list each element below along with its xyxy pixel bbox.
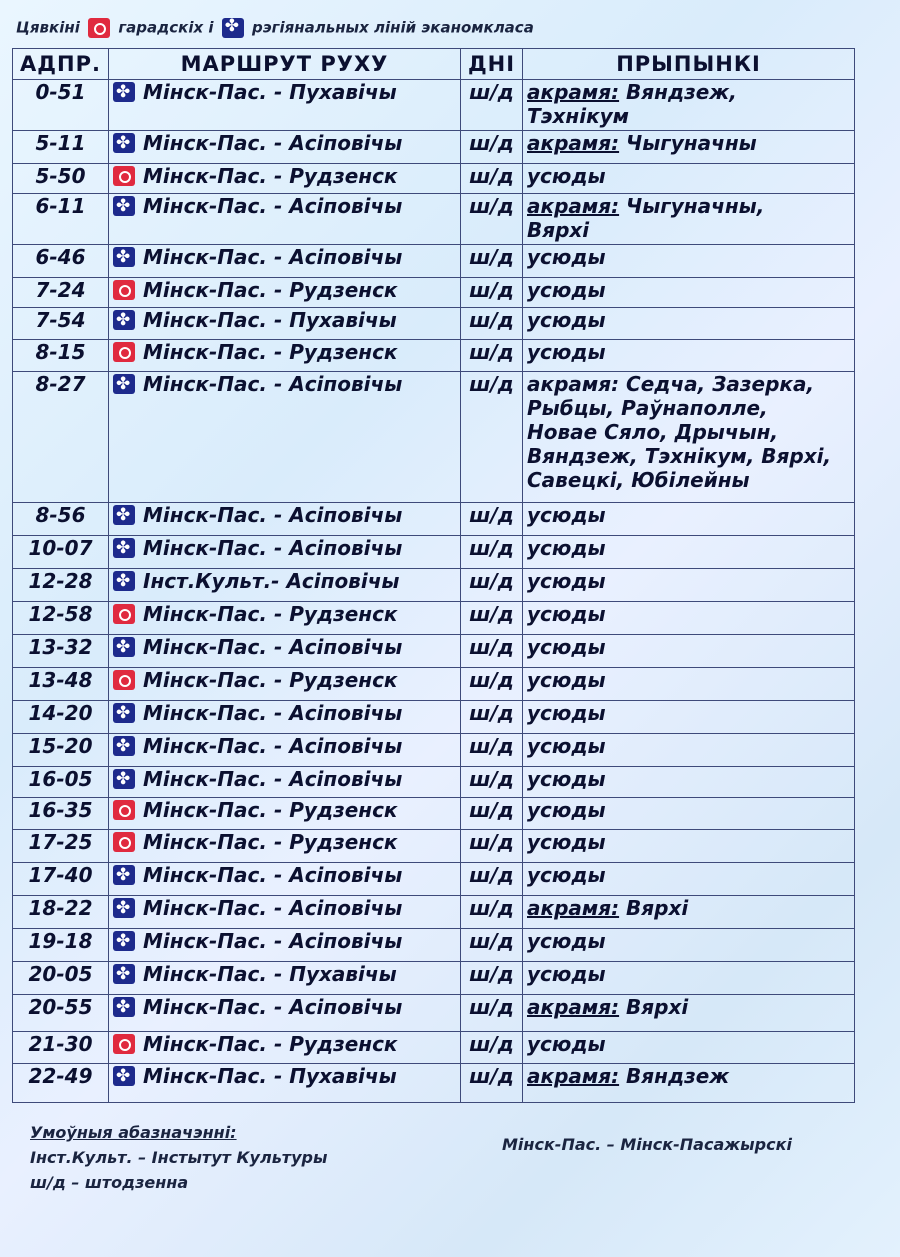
departure-time: 19-18 xyxy=(13,929,109,962)
stops-text: усюды xyxy=(527,245,606,269)
days-cell: ш/д xyxy=(461,536,523,569)
city-line-icon xyxy=(113,832,135,852)
stops-text: усюды xyxy=(527,734,606,758)
days-cell: ш/д xyxy=(461,798,523,830)
city-line-icon xyxy=(113,280,135,300)
table-row xyxy=(13,1064,855,1103)
departure-time: 18-22 xyxy=(13,896,109,929)
route-name: Мінск-Пас. - Рудзенск xyxy=(143,340,398,364)
table-row xyxy=(13,80,855,131)
days-cell: ш/д xyxy=(461,863,523,896)
stops-cell xyxy=(523,863,855,896)
departure-time: 10-07 xyxy=(13,536,109,569)
regional-line-icon xyxy=(113,736,135,756)
departure-time: 22-49 xyxy=(13,1064,109,1103)
table-row xyxy=(13,536,855,569)
footnote-inst: Інст.Культ. – Інстытут Культуры xyxy=(30,1148,328,1167)
route-name: Мінск-Пас. - Рудзенск xyxy=(143,1032,398,1056)
route-cell xyxy=(109,668,461,701)
stops-text: усюды xyxy=(527,340,606,364)
stops-text: усюды xyxy=(527,536,606,560)
header-stops: ПРЫПЫНКІ xyxy=(523,49,855,80)
departure-time: 17-25 xyxy=(13,830,109,863)
days-cell: ш/д xyxy=(461,767,523,798)
stops-cell xyxy=(523,245,855,278)
departure-time: 20-05 xyxy=(13,962,109,995)
route-name: Мінск-Пас. - Асіповічы xyxy=(143,701,403,725)
route-cell xyxy=(109,798,461,830)
city-line-icon xyxy=(113,166,135,186)
regional-line-icon xyxy=(113,997,135,1017)
departure-time: 13-48 xyxy=(13,668,109,701)
table-row xyxy=(13,635,855,668)
header-days: ДНІ xyxy=(461,49,523,80)
stops-text: усюды xyxy=(527,1032,606,1056)
stops-cell xyxy=(523,668,855,701)
header-row xyxy=(13,49,855,80)
route-name: Мінск-Пас. - Рудзенск xyxy=(143,830,398,854)
stops-text: усюды xyxy=(527,278,606,302)
departure-time: 8-15 xyxy=(13,340,109,372)
route-name: Мінск-Пас. - Пухавічы xyxy=(143,80,397,104)
stops-cell xyxy=(523,80,855,131)
footnotes-title: Умоўныя абазначэнні: xyxy=(30,1123,237,1142)
regional-line-icon xyxy=(113,505,135,525)
stops-text: усюды xyxy=(527,767,606,791)
except-label: акрамя: xyxy=(527,1064,620,1088)
table-row xyxy=(13,372,855,503)
route-cell xyxy=(109,372,461,503)
except-label: акрамя: xyxy=(527,131,620,155)
route-name: Мінск-Пас. - Рудзенск xyxy=(143,164,398,188)
stops-text: Вярхі xyxy=(626,995,689,1019)
stops-cell xyxy=(523,929,855,962)
stops-cell xyxy=(523,308,855,340)
departure-time: 13-32 xyxy=(13,635,109,668)
regional-line-icon xyxy=(113,571,135,591)
departure-time: 16-05 xyxy=(13,767,109,798)
days-cell: ш/д xyxy=(461,569,523,602)
route-name: Мінск-Пас. - Асіповічы xyxy=(143,245,403,269)
timetable xyxy=(12,48,855,1103)
route-name: Мінск-Пас. - Асіповічы xyxy=(143,767,403,791)
days-cell: ш/д xyxy=(461,372,523,503)
regional-line-icon xyxy=(113,637,135,657)
departure-time: 5-50 xyxy=(13,164,109,194)
except-label: акрамя: xyxy=(527,80,620,104)
regional-line-icon xyxy=(113,1066,135,1086)
departure-time: 17-40 xyxy=(13,863,109,896)
route-name: Мінск-Пас. - Асіповічы xyxy=(143,995,403,1019)
days-cell: ш/д xyxy=(461,131,523,164)
stops-cell xyxy=(523,734,855,767)
route-name: Мінск-Пас. - Асіповічы xyxy=(143,372,403,396)
city-line-icon xyxy=(88,18,110,38)
days-cell: ш/д xyxy=(461,701,523,734)
stops-text: усюды xyxy=(527,830,606,854)
route-name: Мінск-Пас. - Рудзенск xyxy=(143,798,398,822)
route-name: Мінск-Пас. - Рудзенск xyxy=(143,668,398,692)
days-cell: ш/д xyxy=(461,308,523,340)
stops-text: усюды xyxy=(527,635,606,659)
table-row xyxy=(13,164,855,194)
route-cell xyxy=(109,734,461,767)
stops-cell xyxy=(523,131,855,164)
stops-text: усюды xyxy=(527,569,606,593)
regional-line-icon xyxy=(113,310,135,330)
days-cell: ш/д xyxy=(461,896,523,929)
except-label: акрамя: xyxy=(527,995,620,1019)
days-cell: ш/д xyxy=(461,602,523,635)
stops-cell xyxy=(523,1064,855,1103)
stops-text: усюды xyxy=(527,863,606,887)
city-line-icon xyxy=(113,342,135,362)
footnote-minsk: Мінск-Пас. – Мінск-Пасажырскі xyxy=(502,1135,792,1154)
departure-time: 6-11 xyxy=(13,194,109,245)
route-cell xyxy=(109,896,461,929)
route-cell xyxy=(109,308,461,340)
table-row xyxy=(13,668,855,701)
route-cell xyxy=(109,536,461,569)
table-row xyxy=(13,734,855,767)
days-cell: ш/д xyxy=(461,929,523,962)
days-cell: ш/д xyxy=(461,194,523,245)
stops-text: усюды xyxy=(527,701,606,725)
table-row xyxy=(13,503,855,536)
stops-cell xyxy=(523,798,855,830)
regional-line-icon xyxy=(113,538,135,558)
route-name: Мінск-Пас. - Асіповічы xyxy=(143,635,403,659)
table-row xyxy=(13,798,855,830)
route-cell xyxy=(109,962,461,995)
route-name: Мінск-Пас. - Асіповічы xyxy=(143,503,403,527)
days-cell: ш/д xyxy=(461,80,523,131)
table-row xyxy=(13,131,855,164)
route-cell xyxy=(109,995,461,1032)
except-label: акрамя: xyxy=(527,194,620,218)
regional-line-icon xyxy=(113,703,135,723)
regional-line-icon xyxy=(113,931,135,951)
stops-text: усюды xyxy=(527,929,606,953)
timetable-body xyxy=(13,80,855,1103)
route-name: Мінск-Пас. - Асіповічы xyxy=(143,929,403,953)
departure-time: 6-46 xyxy=(13,245,109,278)
departure-time: 14-20 xyxy=(13,701,109,734)
days-cell: ш/д xyxy=(461,503,523,536)
city-line-icon xyxy=(113,604,135,624)
table-row xyxy=(13,245,855,278)
legend-regional-text: рэгіянальных ліній эканомкласа xyxy=(252,18,534,37)
regional-line-icon xyxy=(113,196,135,216)
route-name: Мінск-Пас. - Пухавічы xyxy=(143,1064,397,1088)
departure-time: 12-58 xyxy=(13,602,109,635)
departure-time: 5-11 xyxy=(13,131,109,164)
table-row xyxy=(13,602,855,635)
stops-text: усюды xyxy=(527,962,606,986)
route-cell xyxy=(109,164,461,194)
stops-cell xyxy=(523,830,855,863)
stops-cell xyxy=(523,1032,855,1064)
table-row xyxy=(13,896,855,929)
footnotes xyxy=(30,1120,860,1195)
stops-text: Вяндзеж, Тэхнікум xyxy=(527,80,737,128)
stops-cell xyxy=(523,194,855,245)
table-row xyxy=(13,929,855,962)
table-row xyxy=(13,701,855,734)
route-cell xyxy=(109,1064,461,1103)
route-cell xyxy=(109,569,461,602)
route-name: Мінск-Пас. - Асіповічы xyxy=(143,734,403,758)
table-row xyxy=(13,767,855,798)
days-cell: ш/д xyxy=(461,830,523,863)
table-row xyxy=(13,863,855,896)
city-line-icon xyxy=(113,670,135,690)
table-row xyxy=(13,308,855,340)
days-cell: ш/д xyxy=(461,1032,523,1064)
route-cell xyxy=(109,1032,461,1064)
days-cell: ш/д xyxy=(461,245,523,278)
stops-text: акрамя: Седча, Зазерка, Рыбцы, Раўнаполле, Новае Сяло, Дрычын, Вяндзеж, Тэхнікум, Вярхі, Савецкі, Юбілейны xyxy=(527,372,832,492)
days-cell: ш/д xyxy=(461,340,523,372)
stops-cell xyxy=(523,569,855,602)
route-cell xyxy=(109,194,461,245)
route-cell xyxy=(109,929,461,962)
route-name: Мінск-Пас. - Рудзенск xyxy=(143,278,398,302)
route-cell xyxy=(109,131,461,164)
departure-time: 16-35 xyxy=(13,798,109,830)
departure-time: 7-24 xyxy=(13,278,109,308)
table-row xyxy=(13,340,855,372)
stops-cell xyxy=(523,372,855,503)
stops-cell xyxy=(523,962,855,995)
stops-cell xyxy=(523,602,855,635)
route-cell xyxy=(109,278,461,308)
days-cell: ш/д xyxy=(461,734,523,767)
table-row xyxy=(13,194,855,245)
footnote-daily: ш/д – штодзенна xyxy=(30,1173,189,1192)
regional-line-icon xyxy=(222,18,244,38)
departure-time: 15-20 xyxy=(13,734,109,767)
days-cell: ш/д xyxy=(461,278,523,308)
regional-line-icon xyxy=(113,898,135,918)
stops-cell xyxy=(523,536,855,569)
regional-line-icon xyxy=(113,82,135,102)
days-cell: ш/д xyxy=(461,164,523,194)
departure-time: 20-55 xyxy=(13,995,109,1032)
city-line-icon xyxy=(113,800,135,820)
days-cell: ш/д xyxy=(461,635,523,668)
departure-time: 8-27 xyxy=(13,372,109,503)
table-row xyxy=(13,962,855,995)
stops-cell xyxy=(523,701,855,734)
city-line-icon xyxy=(113,1034,135,1054)
route-cell xyxy=(109,80,461,131)
stops-text: усюды xyxy=(527,308,606,332)
stops-text: усюды xyxy=(527,164,606,188)
route-cell xyxy=(109,635,461,668)
stops-cell xyxy=(523,767,855,798)
table-row xyxy=(13,569,855,602)
route-cell xyxy=(109,701,461,734)
days-cell: ш/д xyxy=(461,668,523,701)
stops-text: Вярхі xyxy=(626,896,689,920)
route-name: Мінск-Пас. - Асіповічы xyxy=(143,536,403,560)
legend-city-text: гарадскіх і xyxy=(118,18,214,37)
route-cell xyxy=(109,340,461,372)
legend xyxy=(16,18,534,38)
header-route: МАРШРУТ РУХУ xyxy=(109,49,461,80)
stops-text: усюды xyxy=(527,602,606,626)
route-cell xyxy=(109,863,461,896)
stops-text: усюды xyxy=(527,668,606,692)
regional-line-icon xyxy=(113,247,135,267)
stops-cell xyxy=(523,278,855,308)
regional-line-icon xyxy=(113,769,135,789)
route-name: Мінск-Пас. - Рудзенск xyxy=(143,602,398,626)
header-time: АДПР. xyxy=(13,49,109,80)
departure-time: 0-51 xyxy=(13,80,109,131)
stops-text: Вяндзеж xyxy=(626,1064,730,1088)
stops-text: усюды xyxy=(527,503,606,527)
days-cell: ш/д xyxy=(461,962,523,995)
route-name: Мінск-Пас. - Пухавічы xyxy=(143,308,397,332)
regional-line-icon xyxy=(113,865,135,885)
stops-text: усюды xyxy=(527,798,606,822)
stops-cell xyxy=(523,995,855,1032)
route-name: Мінск-Пас. - Пухавічы xyxy=(143,962,397,986)
stops-cell xyxy=(523,503,855,536)
table-row xyxy=(13,995,855,1032)
table-row xyxy=(13,830,855,863)
route-cell xyxy=(109,245,461,278)
stops-cell xyxy=(523,164,855,194)
stops-cell xyxy=(523,340,855,372)
regional-line-icon xyxy=(113,374,135,394)
departure-time: 7-54 xyxy=(13,308,109,340)
route-cell xyxy=(109,830,461,863)
legend-prefix: Цявкіні xyxy=(16,18,80,37)
stops-text: Чыгуначны xyxy=(626,131,757,155)
route-name: Інст.Культ.- Асіповічы xyxy=(143,569,400,593)
route-cell xyxy=(109,503,461,536)
route-cell xyxy=(109,602,461,635)
table-row xyxy=(13,1032,855,1064)
stops-cell xyxy=(523,635,855,668)
regional-line-icon xyxy=(113,133,135,153)
regional-line-icon xyxy=(113,964,135,984)
route-cell xyxy=(109,767,461,798)
route-name: Мінск-Пас. - Асіповічы xyxy=(143,863,403,887)
days-cell: ш/д xyxy=(461,995,523,1032)
departure-time: 12-28 xyxy=(13,569,109,602)
table-row xyxy=(13,278,855,308)
stops-text: Чыгуначны, Вярхі xyxy=(527,194,765,242)
departure-time: 21-30 xyxy=(13,1032,109,1064)
stops-cell xyxy=(523,896,855,929)
except-label: акрамя: xyxy=(527,896,620,920)
departure-time: 8-56 xyxy=(13,503,109,536)
days-cell: ш/д xyxy=(461,1064,523,1103)
route-name: Мінск-Пас. - Асіповічы xyxy=(143,194,403,218)
route-name: Мінск-Пас. - Асіповічы xyxy=(143,896,403,920)
route-name: Мінск-Пас. - Асіповічы xyxy=(143,131,403,155)
